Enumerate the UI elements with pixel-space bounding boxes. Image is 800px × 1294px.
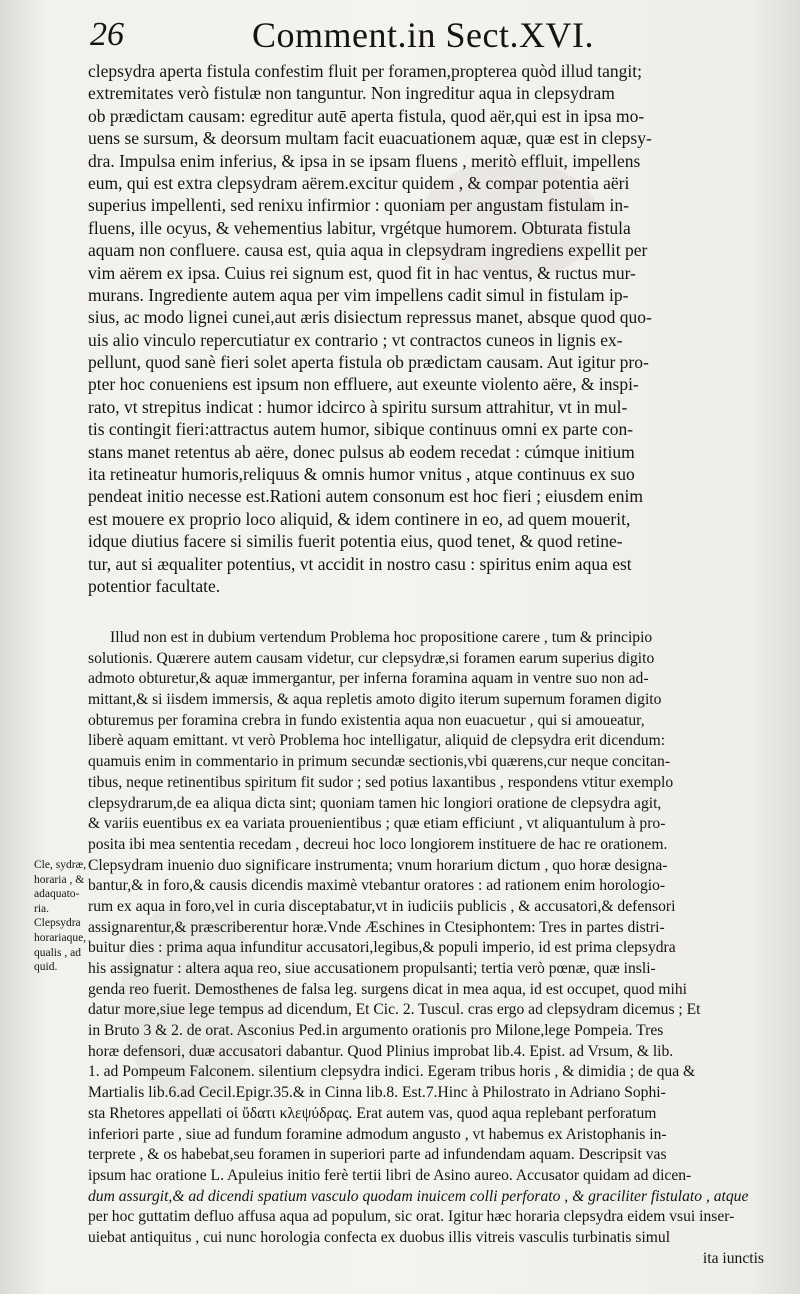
running-head: Comment.in Sect.XVI. — [252, 15, 594, 55]
page-header — [82, 12, 772, 58]
commentary-line: admoto obturetur,& aquæ immergantur, per inferna foramina aquam in ventre suo non ad- — [88, 670, 649, 688]
commentary-line: liberè aquam emittant. vt verò Problema hoc intelligatur, aliquid de clepsydra erit dicendum: — [88, 732, 666, 750]
margin-note-line: Cle, sydræ, — [34, 859, 87, 871]
main-text-line: fluens, ille ocyus, & vehementius labitur, vrgétque humorem. Obturata fistula — [88, 217, 631, 238]
commentary-line: quamuis enim in commentario in primum secundæ sectionis,vbi quærens,cur neque concitan- — [88, 753, 671, 771]
main-text-line: uis alio vinculo repercutiatur ex contrario ; vt contractos cuneos in lignis ex- — [88, 329, 623, 350]
main-text-line: uens se sursum, & deorsum multam facit euacuationem aquæ, quæ est in clepsy- — [88, 128, 652, 149]
catchword: ita iunctis — [702, 1249, 764, 1267]
commentary-line: sta Rhetores appellati οἱ ὕδατι κλεψύδρας. Erat autem vas, quod aqua replebant perforatum — [88, 1104, 657, 1122]
commentary-line: Illud non est in dubium vertendum Problema hoc propositione carere , tum & principio — [110, 629, 653, 646]
commentary-line: genda reo fuerit. Demosthenes de falsa leg. surgens dicat in mea aqua, id est occupet, quod mihi — [88, 980, 688, 998]
margin-note-line: ria. — [34, 902, 50, 915]
margin-note-line: horariaque, — [34, 931, 87, 944]
commentary-line: posita ibi mea sententia recedam , decreui hoc loco longiorem instituere de hac re orationem. — [88, 835, 668, 853]
commentary-line: horæ defensori, duæ accusatori dabantur. Quod Plinius improbat lib.4. Epist. ad Vrsum, & lib. — [88, 1042, 674, 1060]
commentary-line: terprete , & os habebat,seu foramen in superiori parte ad infundendam aquam. Descripsit vas — [88, 1146, 667, 1164]
margin-note-line: Clepsydra — [34, 917, 81, 930]
commentary-line: datur more,siue lege tempus ad dicendum, Et Cic. 2. Tuscul. cras ergo ad clepsydram dicemus ; Et — [88, 1001, 701, 1019]
commentary-line: his assignatur : altera aqua reo, siue accusationem propulsanti; tertia verò pœnæ, quæ insli- — [88, 960, 656, 977]
commentary-line: buitur dies : prima aqua infunditur accusatori,legibus,& populi imperio, id est prima clepsydra — [88, 939, 676, 957]
commentary-line: inferiori parte , siue ad fundum foramine admodum angusto , vt habemus ex Aristophanis in- — [88, 1125, 667, 1143]
main-text-line: murans. Ingrediente autem aqua per vim impellens cadit simul in fistulam ip- — [88, 284, 629, 305]
margin-note-line: qualis , ad — [34, 946, 81, 959]
main-text-line: idque diutius facere si similis fuerit potentia eius, quod tenet, & quod retine- — [88, 531, 623, 552]
main-text-line: clepsydra aperta fistula confestim fluit per foramen,propterea quòd illud tangit; — [88, 61, 642, 81]
main-text-line: rato, vt strepitus indicat : humor idcirco à spiritu sursum attrahitur, vt in mul- — [88, 396, 628, 417]
commentary-line: solutionis. Quærere autem causam videtur, cur clepsydræ,si foramen earum superius digito — [88, 649, 655, 667]
main-text-line: eum, qui est extra clepsydram aërem.excitur quidem , & compar potentia aëri — [88, 172, 630, 193]
commentary-line: 1. ad Pompeum Falconem. silentium clepsydra indici. Egeram tribus horis , & dimidia ; de qua & — [88, 1063, 696, 1081]
main-text-line: stans manet retentus ab aëre, donec pulsus ab eodem recedat : cúmque initium — [88, 441, 635, 462]
main-text-line: pellunt, quod sanè fieri solet aperta fistula ob prædictam causam. Aut igitur pro- — [88, 352, 649, 373]
main-text-line: vim aërem ex ipsa. Cuius rei signum est, quod fit in hac ventus, & ructus mur- — [88, 262, 636, 283]
commentary-block — [88, 628, 770, 1269]
main-text-line: sius, ac modo lignei cunei,aut æris disiectum repressus manet, absque quod quo- — [88, 307, 652, 328]
main-text-line: extremitates verò fistulæ non tanguntur. Non ingreditur aqua in clepsydram — [88, 83, 615, 104]
main-text-line: tur, aut si æqualiter potentius, vt accidit in nostro casu : spiritus enim aqua est — [88, 553, 632, 574]
main-text-line: superius impellenti, sed renixu infirmior : quoniam per angustam fistulam in- — [88, 195, 629, 216]
commentary-line: in Bruto 3 & 2. de orat. Asconius Ped.in argumento orationis pro Milone,lege Pompeia. Tres — [88, 1022, 664, 1040]
commentary-line: mittant,& si iisdem immersis, & aqua repletis amoto digito iterum supernum foramen digito — [88, 691, 662, 709]
page-number: 26 — [90, 16, 124, 53]
main-text-line: ita retineatur humoris,reliquus & omnis humor vnitus , atque continuus ex suo — [88, 464, 635, 485]
commentary-line: ipsum hac oratione L. Apuleius initio ferè tertii libri de Asino aureo. Accusator quidam ad dicen- — [88, 1166, 692, 1184]
main-text-line: aquam non confluere. causa est, quia aqua in clepsydram ingrediens expellit per — [88, 240, 648, 261]
commentary-line: & variis euentibus ex ea variata prouenientibus ; quæ etiam efficiunt , vt aliquantulum à pro- — [88, 815, 666, 833]
commentary-line: Clepsydram inuenio duo significare instrumenta; vnum horarium dictum , quo horæ designa- — [88, 856, 668, 874]
main-text-line: potentior facultate. — [88, 575, 221, 596]
commentary-line: Martialis lib.6.ad Cecil.Epigr.35.& in Cinna lib.8. Est.7.Hinc à Philostrato in Adriano Sophi- — [88, 1084, 666, 1102]
main-text-line: pendeat initio necesse est.Rationi autem consonum est hoc fieri ; eiusdem enim — [88, 486, 643, 507]
commentary-line: assignarentur,& præscriberentur horæ.Vnde Æschines in Ctesiphontem: Tres in partes distri- — [88, 918, 665, 936]
main-text-line: est mouere ex proprio loco aliquid, & idem continere in eo, ad quem mouerit, — [88, 508, 631, 529]
margin-note — [34, 858, 94, 975]
main-text-line: tis contingit fieri:attractus autem humor, sibique continuus omni ex parte con- — [88, 419, 634, 440]
commentary-line: bantur,& in foro,& causis dicendis maximè vtebantur oratores : ad rationem enim horologio- — [88, 877, 666, 895]
margin-note-line: quid. — [34, 961, 58, 974]
main-text-block — [88, 60, 768, 597]
main-text-line: ob prædictam causam: egreditur autē aperta fistula, quod aër,qui est in ipsa mo- — [88, 105, 645, 126]
main-text-line: pter hoc conueniens est ipsum non effluere, aut exeunte violento aëre, & inspi- — [88, 374, 639, 395]
commentary-line: dum assurgit,& ad dicendi spatium vasculo quodam inuicem colli perforato , & graciliter fistulato , atque — [88, 1187, 749, 1205]
commentary-line: tibus, neque retinentibus spiritum fit sudor ; sed potius laxantibus , respondens vtitur exemplo — [88, 773, 674, 791]
commentary-line: clepsydrarum,de ea aliqua dicta sint; quoniam tamen hic longiori oratione de clepsydra agit, — [88, 794, 662, 812]
commentary-line: per hoc guttatim defluo affusa aqua ad populum, sic orat. Igitur hæc horaria clepsydra eidem vsui inser- — [88, 1208, 735, 1226]
commentary-line: obturemus per foramina crebra in fundo existentia aqua non euacuetur , qui si amoueatur, — [88, 711, 645, 729]
commentary-line: rum ex aqua in foro,vel in curia disceptabatur,vt in iudiciis publicis , & accusatori,& defensori — [88, 897, 676, 915]
commentary-line: uiebat antiquitus , cui nunc horologia confecta ex duobus illis vitreis vasculis turbinatis simul — [88, 1228, 671, 1246]
main-text-line: dra. Impulsa enim inferius, & ipsa in se ipsam fluens , meritò effluit, impellens — [88, 150, 641, 171]
margin-note-line: adaquato- — [34, 888, 80, 901]
margin-note-line: horaria , & — [34, 873, 85, 886]
